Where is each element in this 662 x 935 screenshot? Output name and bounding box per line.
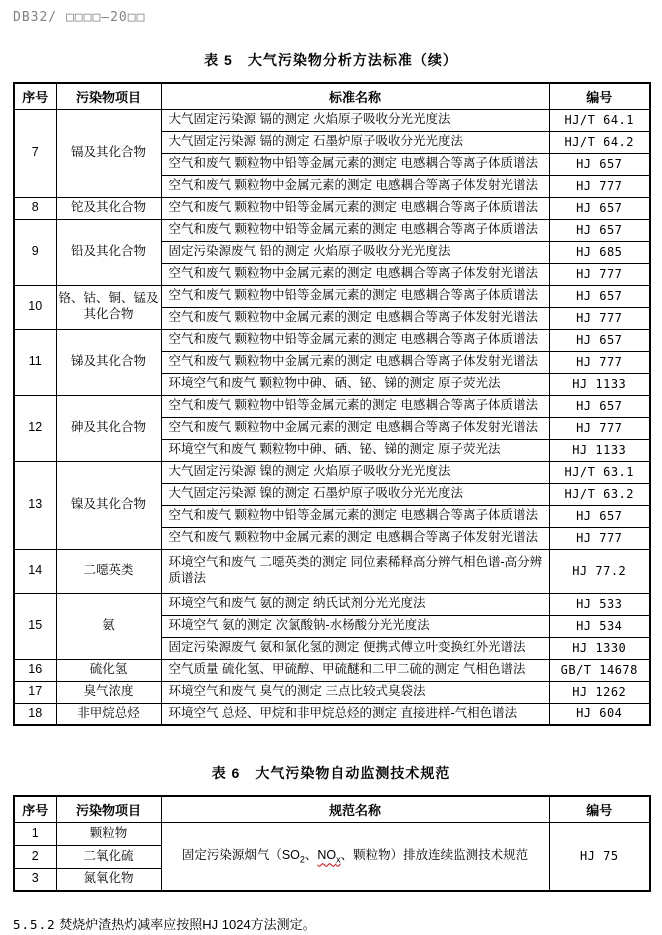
code-cell: HJ 777 [549,527,650,549]
col-header-code: 编号 [549,83,650,109]
col-header-seq: 序号 [14,83,56,109]
code-cell: HJ/T 64.2 [549,131,650,153]
code-cell: HJ 777 [549,175,650,197]
table5-title: 表 5 大气污染物分析方法标准（续） [204,52,458,68]
table-row [14,461,650,483]
pollutant-cell: 非甲烷总烃 [56,703,161,725]
code-cell: HJ 657 [549,153,650,175]
code-cell: HJ 75 [549,822,650,891]
pollutant-cell: 镉及其化合物 [56,109,161,197]
pollutant-cell: 氨 [56,593,161,659]
table-row [14,285,650,307]
seq-cell: 10 [14,285,56,329]
code-cell: HJ 657 [549,197,650,219]
code-cell: HJ/T 64.1 [549,109,650,131]
code-cell: HJ 534 [549,615,650,637]
code-cell: HJ 777 [549,417,650,439]
pollutant-cell: 砷及其化合物 [56,395,161,461]
code-cell: HJ 777 [549,263,650,285]
code-cell: HJ 685 [549,241,650,263]
standard-name-cell: 空气和废气 颗粒物中铅等金属元素的测定 电感耦合等离子体质谱法 [161,285,549,307]
standard-name-cell: 大气固定污染源 镉的测定 火焰原子吸收分光光度法 [161,109,549,131]
code-cell: HJ 77.2 [549,549,650,593]
pollutant-cell: 锑及其化合物 [56,329,161,395]
spec-text-separator: 、 [304,848,318,863]
seq-cell: 12 [14,395,56,461]
standard-name-cell: 固定污染源废气 铅的测定 火焰原子吸收分光光度法 [161,241,549,263]
code-cell: HJ 777 [549,351,650,373]
code-cell: HJ 1133 [549,373,650,395]
standard-name-cell: 空气和废气 颗粒物中铅等金属元素的测定 电感耦合等离子体质谱法 [161,505,549,527]
standard-name-cell: 环境空气 氨的测定 次氯酸钠-水杨酸分光光度法 [161,615,549,637]
table6-header-row [14,796,650,822]
code-cell: GB/T 14678 [549,659,650,681]
col-header-pollutant: 污染物项目 [56,83,161,109]
table-row [14,219,650,241]
standard-name-cell: 空气和废气 颗粒物中铅等金属元素的测定 电感耦合等离子体质谱法 [161,153,549,175]
seq-cell: 16 [14,659,56,681]
seq-cell: 17 [14,681,56,703]
table5-header-row [14,83,650,109]
standard-name-cell: 环境空气和废气 氨的测定 纳氏试剂分光光度法 [161,593,549,615]
seq-cell: 3 [14,868,56,891]
spec-name-cell [161,822,549,891]
standard-doc-code: DB32/ □□□□—20□□ [13,10,146,25]
code-cell: HJ 657 [549,395,650,417]
so2-subscript: 2 [299,854,305,865]
table-row [14,593,650,615]
standard-name-cell: 空气质量 硫化氢、甲硫醇、甲硫醚和二甲二硫的测定 气相色谱法 [161,659,549,681]
table-row [14,659,650,681]
standard-name-cell: 空气和废气 颗粒物中铅等金属元素的测定 电感耦合等离子体质谱法 [161,219,549,241]
seq-cell: 8 [14,197,56,219]
clause-text: 焚烧炉渣热灼减率应按照HJ 1024方法测定。 [59,917,316,932]
code-cell: HJ 1133 [549,439,650,461]
seq-cell: 7 [14,109,56,197]
table-row [14,549,650,593]
table-row [14,703,650,725]
standard-name-cell: 大气固定污染源 镍的测定 石墨炉原子吸收分光光度法 [161,483,549,505]
standard-name-cell: 空气和废气 颗粒物中金属元素的测定 电感耦合等离子体发射光谱法 [161,417,549,439]
standard-name-cell: 空气和废气 颗粒物中铅等金属元素的测定 电感耦合等离子体质谱法 [161,197,549,219]
code-cell: HJ 657 [549,285,650,307]
standard-name-cell: 环境空气和废气 颗粒物中砷、硒、铋、锑的测定 原子荧光法 [161,373,549,395]
standard-name-cell: 空气和废气 颗粒物中铅等金属元素的测定 电感耦合等离子体质谱法 [161,395,549,417]
spec-text-part2: 、颗粒物）排放连续监测技术规范 [340,848,529,863]
table6-auto-monitoring-specs [13,795,651,892]
pollutant-cell: 镍及其化合物 [56,461,161,549]
code-cell: HJ/T 63.1 [549,461,650,483]
seq-cell: 2 [14,845,56,868]
col-header-standard-name: 标准名称 [161,83,549,109]
nox-term-misspell-underline [317,848,341,865]
seq-cell: 1 [14,822,56,845]
standard-name-cell: 环境空气和废气 颗粒物中砷、硒、铋、锑的测定 原子荧光法 [161,439,549,461]
standard-name-cell: 大气固定污染源 镉的测定 石墨炉原子吸收分光光度法 [161,131,549,153]
table6-title: 表 6 大气污染物自动监测技术规范 [211,765,451,781]
seq-cell: 15 [14,593,56,659]
col-header-spec-name: 规范名称 [161,796,549,822]
table-row [14,109,650,131]
clause-5-5-2 [13,914,649,933]
nox-base: NO [317,848,337,863]
code-cell: HJ 533 [549,593,650,615]
pollutant-cell: 氮氧化物 [56,868,161,891]
standard-name-cell: 环境空气 总烃、甲烷和非甲烷总烃的测定 直接进样-气相色谱法 [161,703,549,725]
standard-name-cell: 环境空气和废气 臭气的测定 三点比较式臭袋法 [161,681,549,703]
standard-name-cell: 空气和废气 颗粒物中金属元素的测定 电感耦合等离子体发射光谱法 [161,307,549,329]
standard-name-cell: 空气和废气 颗粒物中铅等金属元素的测定 电感耦合等离子体质谱法 [161,329,549,351]
nox-subscript: x [336,854,341,865]
seq-cell: 14 [14,549,56,593]
seq-cell: 9 [14,219,56,285]
standard-name-cell: 环境空气和废气 二噁英类的测定 同位素稀释高分辨气相色谱-高分辨质谱法 [161,549,549,593]
table-row [14,197,650,219]
code-cell: HJ 657 [549,219,650,241]
pollutant-cell: 硫化氢 [56,659,161,681]
standard-name-cell: 固定污染源废气 氨和氯化氢的测定 便携式傅立叶变换红外光谱法 [161,637,549,659]
table-row [14,329,650,351]
code-cell: HJ 604 [549,703,650,725]
spec-text-part1: 固定污染源烟气（SO [181,848,300,863]
pollutant-cell: 铬、钴、铜、锰及其化合物 [56,285,161,329]
table-row [14,395,650,417]
code-cell: HJ 657 [549,329,650,351]
standard-name-cell: 空气和废气 颗粒物中金属元素的测定 电感耦合等离子体发射光谱法 [161,527,549,549]
table5-analysis-methods [13,82,651,726]
col-header-code: 编号 [549,796,650,822]
clause-number: 5.5.2 [13,917,56,932]
pollutant-cell: 铅及其化合物 [56,219,161,285]
table-row [14,681,650,703]
pollutant-cell: 二噁英类 [56,549,161,593]
code-cell: HJ 1262 [549,681,650,703]
code-cell: HJ 1330 [549,637,650,659]
pollutant-cell: 臭气浓度 [56,681,161,703]
pollutant-cell: 二氧化硫 [56,845,161,868]
table-row [14,822,650,845]
standard-name-cell: 空气和废气 颗粒物中金属元素的测定 电感耦合等离子体发射光谱法 [161,175,549,197]
code-cell: HJ/T 63.2 [549,483,650,505]
seq-cell: 13 [14,461,56,549]
pollutant-cell: 颗粒物 [56,822,161,845]
standard-name-cell: 空气和废气 颗粒物中金属元素的测定 电感耦合等离子体发射光谱法 [161,351,549,373]
col-header-seq: 序号 [14,796,56,822]
seq-cell: 18 [14,703,56,725]
code-cell: HJ 657 [549,505,650,527]
seq-cell: 11 [14,329,56,395]
standard-name-cell: 空气和废气 颗粒物中金属元素的测定 电感耦合等离子体发射光谱法 [161,263,549,285]
col-header-pollutant: 污染物项目 [56,796,161,822]
code-cell: HJ 777 [549,307,650,329]
pollutant-cell: 铊及其化合物 [56,197,161,219]
standard-name-cell: 大气固定污染源 镍的测定 火焰原子吸收分光光度法 [161,461,549,483]
